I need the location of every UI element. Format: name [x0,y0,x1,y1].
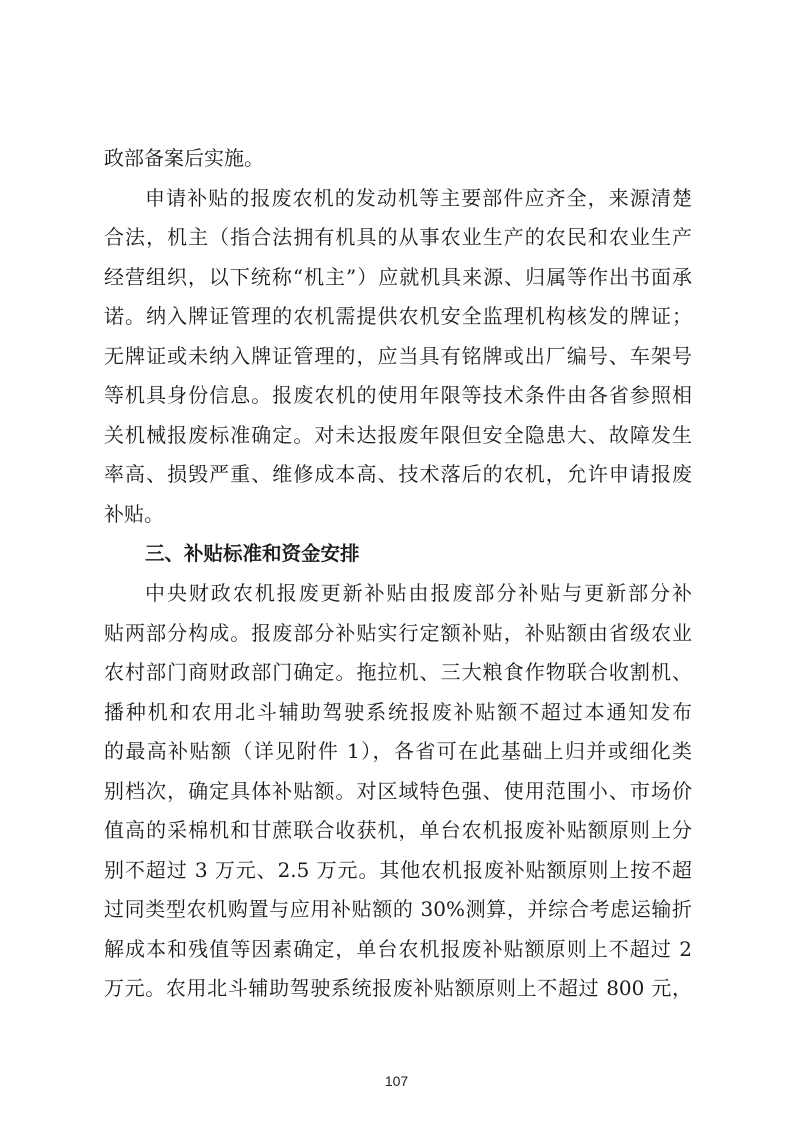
text-line: 经营组织，以下统称“机主”）应就机具来源、归属等作出书面承 [104,264,692,289]
page-number: 107 [384,1073,409,1089]
text-line: 诺。纳入牌证管理的农机需提供农机安全监理机构核发的牌证； [104,304,692,329]
text-line: 过同类型农机购置与应用补贴额的 30%测算，并综合考虑运输折 [104,897,692,922]
text-line: 中央财政农机报废更新补贴由报废部分补贴与更新部分补 [145,581,692,606]
document-body [104,139,692,1009]
text-line: 别档次，确定具体补贴额。对区域特色强、使用范围小、市场价 [104,778,692,803]
text-line: 解成本和残值等因素确定，单台农机报废补贴额原则上不超过 2 [104,936,692,961]
text-line: 播种机和农用北斗辅助驾驶系统报废补贴额不超过本通知发布 [104,699,692,724]
section-heading: 三、补贴标准和资金安排 [145,542,360,566]
text-line: 合法，机主（指合法拥有机具的从事农业生产的农民和农业生产 [104,225,692,250]
text-line: 别不超过 3 万元、2.5 万元。其他农机报废补贴额原则上按不超 [104,857,692,882]
text-line: 政部备案后实施。 [104,146,264,170]
text-line: 的最高补贴额（详见附件 1），各省可在此基础上归并或细化类 [104,739,692,764]
text-line: 万元。农用北斗辅助驾驶系统报废补贴额原则上不超过 800 元， [104,976,692,1001]
text-line: 等机具身份信息。报废农机的使用年限等技术条件由各省参照相 [104,383,692,408]
text-line: 值高的采棉机和甘蔗联合收获机，单台农机报废补贴额原则上分 [104,818,692,843]
text-line: 申请补贴的报废农机的发动机等主要部件应齐全，来源清楚 [145,185,692,210]
text-line: 补贴。 [104,501,164,526]
text-line: 关机械报废标准确定。对未达报废年限但安全隐患大、故障发生 [104,422,692,447]
text-line: 农村部门商财政部门确定。拖拉机、三大粮食作物联合收割机、 [104,660,692,685]
text-line: 贴两部分构成。报废部分补贴实行定额补贴，补贴额由省级农业 [104,620,692,645]
text-line: 无牌证或未纳入牌证管理的，应当具有铭牌或出厂编号、车架号 [104,343,692,368]
text-line: 率高、损毁严重、维修成本高、技术落后的农机，允许申请报废 [104,462,692,487]
